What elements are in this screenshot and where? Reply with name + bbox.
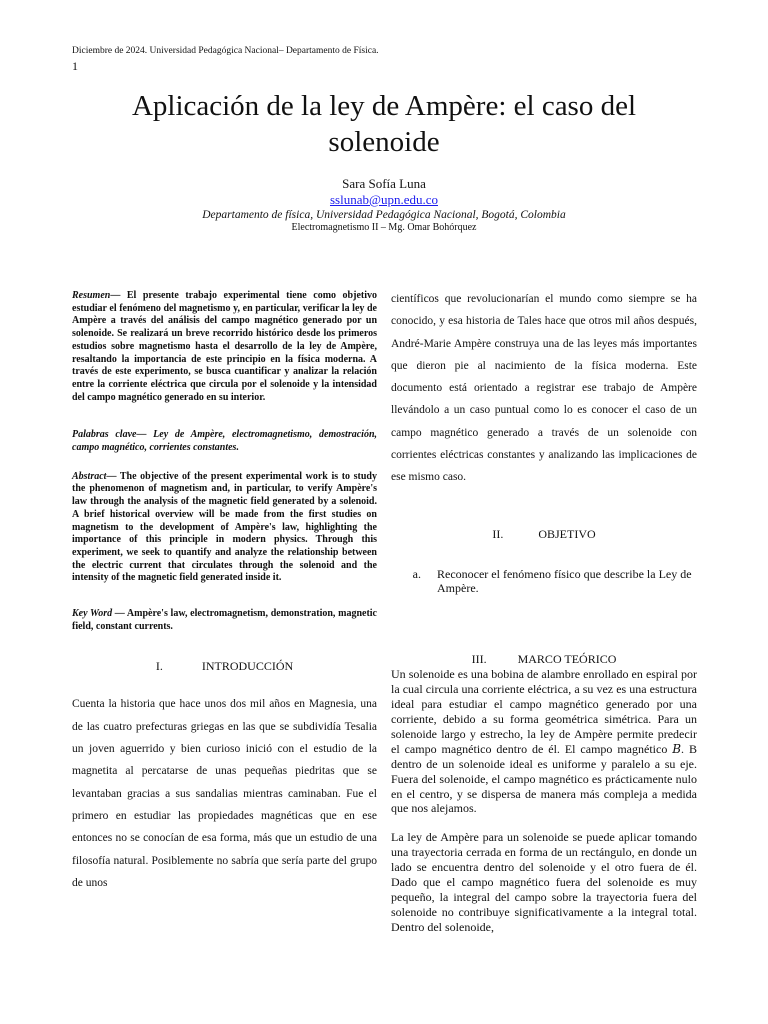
section-heading-objetivo bbox=[391, 527, 697, 541]
author-block bbox=[80, 176, 688, 234]
abstract-es-text: — El presente trabajo experimental tiene como objetivo estudiar el fenómeno del magnetismo y, en particular, verificar la ley de Ampère a través del análisis del campo magnético generado por un solenoide. Se realizará un breve recorrido histórico desde los primeros estudios sobre magnetismo hasta el desarrollo de la ley de Ampère, resaltando la importancia de este principio en la física moderna. A través de este experimento, se busca cuantificar y analizar la relación entre la corriente eléctrica que circula por el solenoide y la intensidad del campo magnético generado en su interior. bbox=[72, 290, 377, 403]
keywords-en-text: — Ampère's law, electromagnetism, demonstration, magnetic field, constant currents. bbox=[72, 608, 377, 632]
abstract-es bbox=[72, 290, 377, 404]
paper-title: Aplicación de la ley de Ampère: el caso del solenoide bbox=[131, 90, 637, 158]
abstract-en-label: Abstract bbox=[72, 470, 107, 482]
keywords-en-label: Key Word bbox=[72, 608, 113, 620]
abstract-en bbox=[72, 471, 377, 585]
objective-text: Reconocer el fenómeno físico que describe la Ley de Ampère. bbox=[437, 566, 692, 596]
abstract-en-text: — The objective of the present experimental work is to study the phenomenon of magnetism and, in particular, to verify Ampère's law through the analysis of the magnetic field generated by a solenoid. A brief historical overview will be made from the first studies on magnetism to the development of Ampère's law, highlighting the importance of this principle in modern physics. Through this experiment, we seek to quantify and analyze the relationship between the electric current that circulates through the solenoid and the intensity of the magnetic field generated inside it. bbox=[72, 470, 377, 584]
intro-paragraph: Cuenta la historia que hace unos dos mil años en Magnesia, una de las cuatro prefecturas griegas en las que se subdividía Tesalia un joven aguerrido y bien curioso inició con el estudio de la magnetita al percatarse de unas pequeñas piedritas que se levantaban gracias a sus sandalias mientras caminaban. Fue el primero en estudiar las propiedades magnéticas que en ese entonces no se conocían de esa forma, más que un estudio de una filosofía natural. Posiblemente no sabría que sería parte del grupo de unos bbox=[72, 698, 377, 889]
section-title: MARCO TEÓRICO bbox=[517, 652, 617, 667]
author-name: Sara Sofía Luna bbox=[342, 176, 426, 191]
course-line: Electromagnetismo II – Mg. Omar Bohórquez bbox=[291, 222, 477, 233]
keywords-en bbox=[72, 608, 377, 633]
list-marker: a. bbox=[412, 566, 421, 581]
objective-list-item bbox=[391, 567, 697, 597]
keywords-es: Palabras clave— Ley de Ampère, electromagnetismo, demostración, campo magnético, corrientes constantes. bbox=[72, 429, 377, 454]
intro-continued-paragraph: científicos que revolucionarían el mundo como siempre se ha conocido, y esa historia de Tales hace que otros mil años después, André-Marie Ampère construya una de las leyes más importantes que dieron pie al nacimiento de la física moderna. Este documento está orientado a registrar ese trabajo de Ampère llevándolo a un caso puntual como lo es conocer el caso de un campo magnético generado a través de un solenoide con corrientes eléctricas constantes y analizando las implicaciones de ese mismo caso. bbox=[391, 293, 697, 484]
theory-paragraph-2: La ley de Ampère para un solenoide se puede aplicar tomando una trayectoria cerrada en forma de un rectángulo, en donde un lado se encuentra dentro del solenoide y el otro fuera de él. Dado que el campo magnético fuera del solenoide es muy pequeño, la integral del campo sobre la trayectoria fuera del solenoide no contribuye significativamente a la integral total. Dentro del solenoide, bbox=[391, 830, 697, 934]
section-heading-marco-teorico bbox=[391, 652, 697, 666]
author-email-link[interactable]: sslunab@upn.edu.co bbox=[329, 192, 438, 207]
section-heading-introduccion bbox=[72, 659, 377, 673]
page-number: 1 bbox=[72, 59, 78, 73]
abstract-es-label: Resumen bbox=[72, 290, 111, 301]
section-number: I. bbox=[155, 659, 163, 674]
section-title: INTRODUCCIÓN bbox=[201, 659, 294, 674]
theory-paragraph-1: Un solenoide es una bobina de alambre enrollado en espiral por la cual circula una corriente eléctrica, a su vez es una estructura ideal para estudiar el campo magnético generado por una corriente, debido a su forma geométrica simétrica. Para un solenoide largo y estrecho, la ley de Ampère permite predecir el campo magnético dentro de él. El campo magnético 𝐵. B dentro de un solenoide ideal es uniforme y paralelo a su eje. Fuera del solenoide, el campo magnético es prácticamente nulo en el centro, y se dispersa de manera más compleja a medida que nos alejamos. bbox=[391, 667, 697, 816]
section-title: OBJETIVO bbox=[538, 526, 596, 541]
left-column bbox=[72, 290, 377, 894]
section-number: II. bbox=[492, 526, 504, 541]
author-affiliation: Departamento de física, Universidad Pedagógica Nacional, Bogotá, Colombia bbox=[202, 209, 566, 221]
right-column bbox=[391, 290, 697, 935]
section-number: III. bbox=[471, 652, 487, 667]
running-header: Diciembre de 2024. Universidad Pedagógica Nacional– Departamento de Física. bbox=[72, 46, 379, 56]
